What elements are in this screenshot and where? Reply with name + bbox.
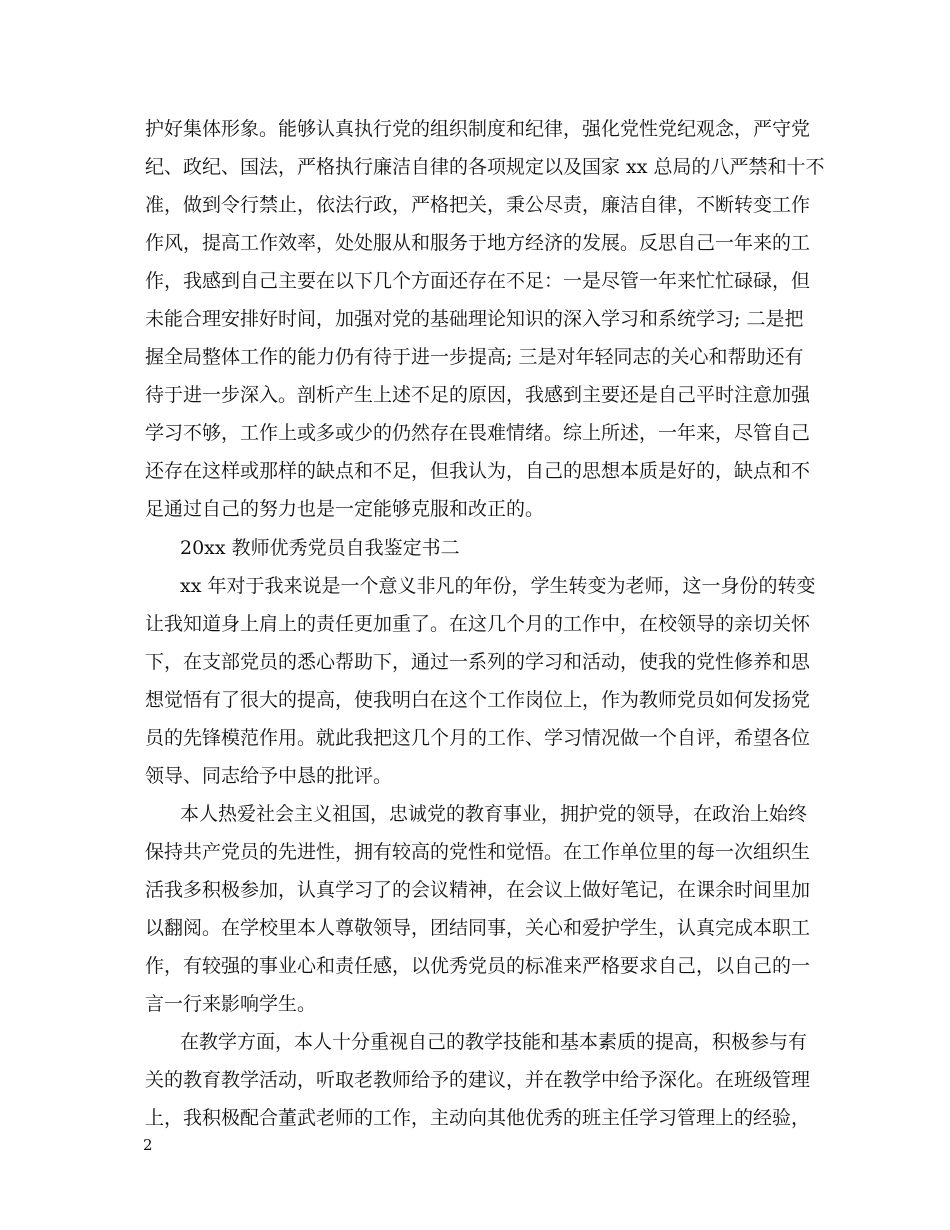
text-line: 保持共产党员的先进性，拥有较高的党性和觉悟。在工作单位里的每一次组织生: [145, 841, 811, 863]
text-line: 握全局整体工作的能力仍有待于进一步提高; 三是对年轻同志的关心和帮助还有: [145, 346, 804, 368]
text-line: 上，我积极配合董武老师的工作，主动向其他优秀的班主任学习管理上的经验，: [145, 1107, 811, 1129]
text-line: 学习不够，工作上或多或少的仍然存在畏难情绪。综上所述，一年来，尽管自己: [145, 422, 811, 444]
text-line: 员的先锋模范作用。就此我把这几个月的工作、学习情况做一个自评，希望各位: [145, 727, 811, 749]
text-line: 纪、政纪、国法，严格执行廉洁自律的各项规定以及国家 xx 总局的八严禁和十不: [145, 156, 825, 178]
text-line: xx 年对于我来说是一个意义非凡的年份，学生转变为老师，这一身份的转变: [180, 575, 816, 597]
text-line: 让我知道身上肩上的责任更加重了。在这几个月的工作中，在校领导的亲切关怀: [145, 613, 811, 635]
text-line: 以翻阅。在学校里本人尊敬领导，团结同事，关心和爱护学生，认真完成本职工: [145, 917, 811, 939]
text-line: 足通过自己的努力也是一定能够克服和改正的。: [145, 498, 545, 520]
text-line: 作，有较强的事业心和责任感，以优秀党员的标准来严格要求自己，以自己的一: [145, 955, 811, 977]
text-line: 未能合理安排好时间，加强对党的基础理论知识的深入学习和系统学习; 二是把: [145, 308, 804, 330]
text-line: 言一行来影响学生。: [145, 993, 317, 1015]
text-line: 准，做到令行禁止，依法行政，严格把关，秉公尽责，廉洁自律，不断转变工作: [145, 194, 811, 216]
page-number: 2: [143, 1136, 153, 1154]
text-line: 本人热爱社会主义祖国，忠诚党的教育事业，拥护党的领导，在政治上始终: [180, 803, 808, 825]
section-heading: 20xx 教师优秀党员自我鉴定书二: [180, 537, 460, 559]
text-line: 作，我感到自己主要在以下几个方面还存在不足：一是尽管一年来忙忙碌碌，但: [145, 270, 811, 292]
text-line: 作风，提高工作效率，处处服从和服务于地方经济的发展。反思自己一年来的工: [145, 232, 811, 254]
text-line: 活我多积极参加，认真学习了的会议精神，在会议上做好笔记，在课余时间里加: [145, 879, 811, 901]
text-line: 待于进一步深入。剖析产生上述不足的原因，我感到主要还是自己平时注意加强: [145, 384, 811, 406]
text-line: 关的教育教学活动，听取老教师给予的建议，并在教学中给予深化。在班级管理: [145, 1069, 811, 1091]
text-line: 护好集体形象。能够认真执行党的组织制度和纪律，强化党性党纪观念，严守党: [145, 118, 811, 140]
text-line: 还存在这样或那样的缺点和不足，但我认为，自己的思想本质是好的，缺点和不: [145, 460, 811, 482]
text-line: 在教学方面，本人十分重视自己的教学技能和基本素质的提高，积极参与有: [180, 1031, 808, 1053]
text-line: 想觉悟有了很大的提高，使我明白在这个工作岗位上，作为教师党员如何发扬党: [145, 689, 811, 711]
text-line: 领导、同志给予中恳的批评。: [145, 765, 393, 787]
text-line: 下，在支部党员的悉心帮助下，通过一系列的学习和活动，使我的党性修养和思: [145, 651, 811, 673]
